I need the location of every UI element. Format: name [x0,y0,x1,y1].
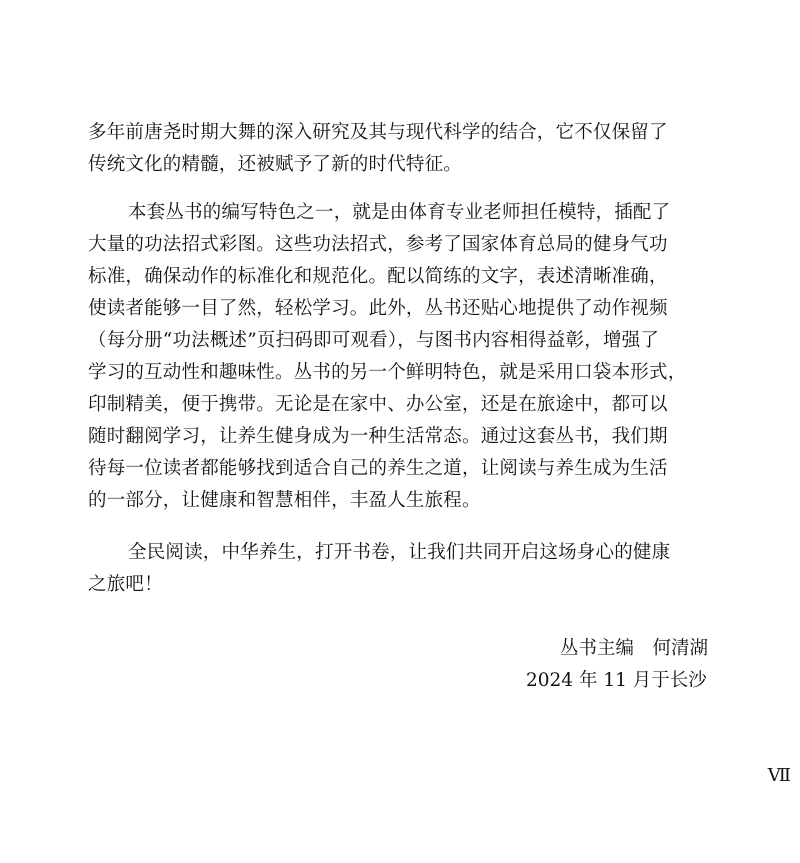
paragraph-2-line-5: （每分册“功法概述”页扫码即可观看），与图书内容相得益彰，增强了 [88,330,660,351]
paragraph-2-line-2: 大量的功法招式彩图。这些功法招式，参考了国家体育总局的健身气功 [88,234,668,255]
paragraph-2-line-8: 随时翻阅学习，让养生健身成为一种生活常态。通过这套丛书，我们期 [88,426,668,447]
paragraph-2-line-1: 本套丛书的编写特色之一，就是由体育专业老师担任模特，插配了 [128,202,671,223]
paragraph-2-line-7: 印制精美，便于携带。无论是在家中、办公室，还是在旅途中，都可以 [88,394,668,415]
paragraph-3-line-1: 全民阅读，中华养生，打开书卷，让我们共同开启这场身心的健康 [128,542,671,563]
paragraph-1-line-1: 多年前唐尧时期大舞的深入研究及其与现代科学的结合，它不仅保留了 [88,122,668,143]
paragraph-2-line-6: 学习的互动性和趣味性。丛书的另一个鲜明特色，就是采用口袋本形式， [88,362,687,383]
signature-date: 2024 年 11 月于长沙 [526,670,707,691]
page-number: Ⅶ [767,765,790,785]
paragraph-2-line-4: 使读者能够一目了然，轻松学习。此外，丛书还贴心地提供了动作视频 [88,298,668,319]
paragraph-2-line-3: 标准，确保动作的标准化和规范化。配以简练的文字，表述清晰准确， [88,266,668,287]
paragraph-2-line-9: 待每一位读者都能够找到适合自己的养生之道，让阅读与养生成为生活 [88,458,668,479]
editor-signature: 丛书主编 何清湖 [560,638,709,659]
paragraph-1-line-2: 传统文化的精髓，还被赋予了新的时代特征。 [88,154,463,175]
paragraph-2-line-10: 的一部分，让健康和智慧相伴，丰盈人生旅程。 [88,490,481,511]
paragraph-3-line-2: 之旅吧！ [88,574,163,595]
